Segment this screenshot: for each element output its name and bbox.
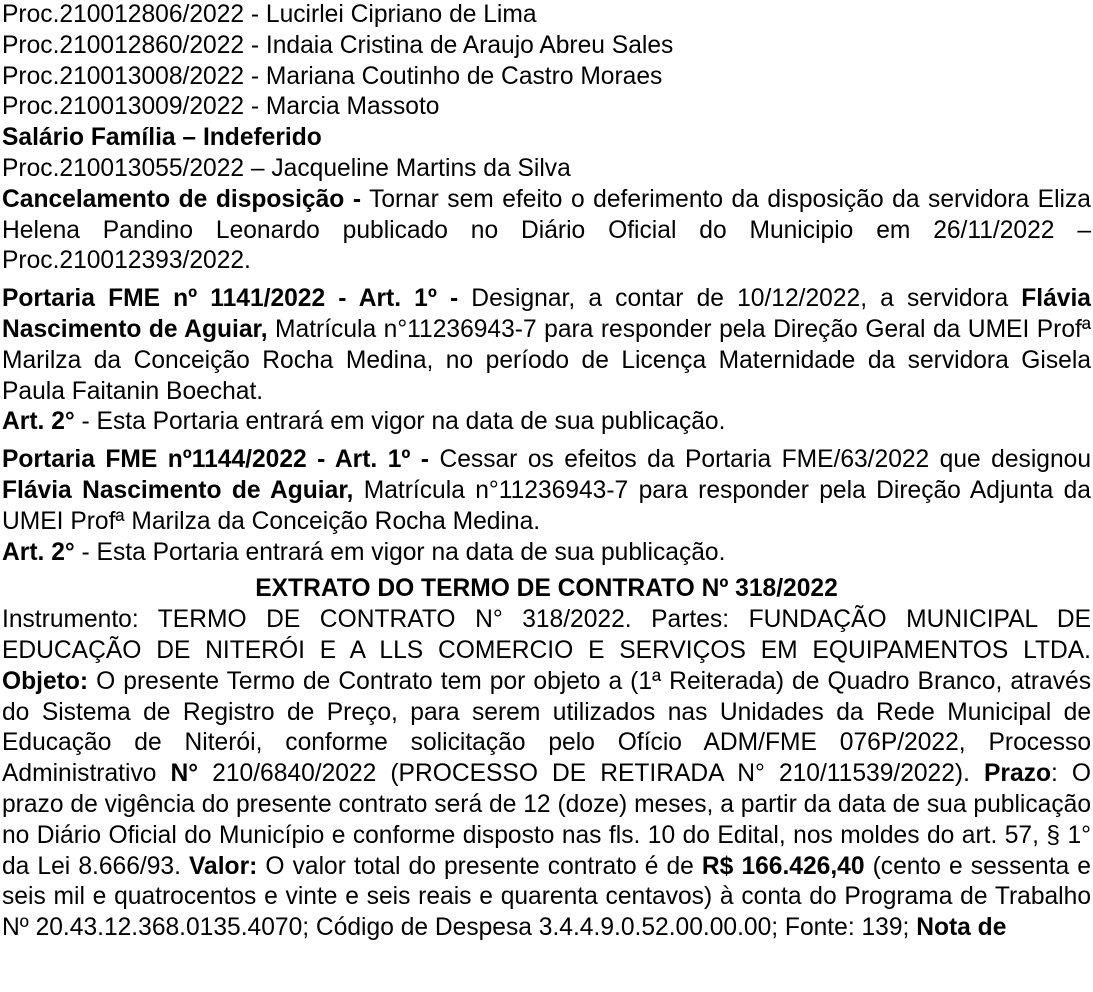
portaria-1144-name: Flávia Nascimento de Aguiar, bbox=[2, 476, 354, 504]
cancelamento-paragraph bbox=[2, 185, 1091, 277]
extrato-text-1: Instrumento: TERMO DE CONTRATO N° 318/2022. Partes: FUNDAÇÃO MUNICIPAL DE EDUCAÇÃO DE NITERÓI E A LLS COMERCIO E SERVIÇOS EM EQUIPAMENTOS LTDA. bbox=[2, 606, 1091, 664]
portaria-1144-label: Portaria FME nº1144/2022 - Art. 1º - bbox=[2, 446, 430, 474]
art2-label: Art. 2° bbox=[2, 408, 75, 436]
portaria-1141-text-1: Designar, a contar de 10/12/2022, a servidora bbox=[458, 285, 1022, 313]
portaria-1141-label: Portaria FME nº 1141/2022 - Art. 1º - bbox=[2, 285, 459, 313]
portaria-1144-text-1: Cessar os efeitos da Portaria FME/63/2022 que designou bbox=[429, 446, 1092, 474]
portaria-1144-art2 bbox=[2, 538, 1091, 569]
valor-amount: R$ 166.426,40 bbox=[701, 852, 865, 880]
extrato-title: EXTRATO DO TERMO DE CONTRATO Nº 318/2022 bbox=[255, 575, 838, 603]
extrato-paragraph bbox=[2, 605, 1091, 944]
list-item: Proc.210013055/2022 – Jacqueline Martins da Silva bbox=[2, 154, 571, 182]
nota-label: Nota de bbox=[916, 914, 1007, 942]
list-item: Proc.210013008/2022 - Mariana Coutinho de Castro Moraes bbox=[2, 62, 663, 90]
extrato-text-4: : O prazo de vigência do presente contrato será de 12 (doze) meses, a partir da data de sua publicação no Diário Oficial do Município e conforme disposto nas fls. 10 do Edital, nos moldes do art. 57, § 1° da Lei 8.666/93. bbox=[2, 760, 1092, 880]
portaria-1144-text-2: Matrícula n°11236943-7 para responder pela Direção Adjunta da UMEI Profª Marilza da Conceição Rocha Medina. bbox=[2, 476, 1091, 535]
list-item: Proc.210012860/2022 - Indaia Cristina de Araujo Abreu Sales bbox=[2, 31, 674, 59]
art2-text: - Esta Portaria entrará em vigor na data de sua publicação. bbox=[74, 538, 726, 566]
objeto-label: Objeto: bbox=[2, 667, 89, 695]
section-heading-salario: Salário Família – Indeferido bbox=[2, 124, 322, 152]
portaria-1144-paragraph bbox=[2, 445, 1091, 537]
prazo-label: Prazo bbox=[984, 760, 1051, 788]
portaria-1141-art2 bbox=[2, 407, 1091, 438]
cancelamento-label: Cancelamento de disposição - bbox=[2, 185, 362, 213]
portaria-1141-text-2: Matrícula n°11236943-7 para responder pela Direção Geral da UMEI Profª Marilza da Conceição Rocha Medina, no período de Licença Maternidade da servidora Gisela Paula Faitanin Boechat. bbox=[2, 315, 1091, 405]
portaria-1141-name: Flávia Nascimento de Aguiar, bbox=[2, 285, 1091, 343]
art2-label: Art. 2° bbox=[2, 538, 75, 566]
extrato-text-3: 210/6840/2022 (PROCESSO DE RETIRADA N° 210/11539/2022). bbox=[198, 760, 984, 788]
art2-text: - Esta Portaria entrará em vigor na data de sua publicação. bbox=[74, 408, 726, 436]
extrato-text-2: O presente Termo de Contrato tem por objeto a (1ª Reiterada) de Quadro Branco, através do Sistema de Registro de Preço, para serem utilizados nas Unidades da Rede Municipal de Educação de Niterói, conforme solicitação pelo Ofício ADM/FME 076P/2022, Processo Administrativo bbox=[2, 667, 1091, 788]
numero-label: N° bbox=[170, 760, 199, 788]
extrato-text-6: (cento e sessenta e seis mil e quatrocentos e vinte e seis reais e quarenta centavos) à conta do Programa de Trabalho Nº 20.43.12.368.0135.4070; Código de Despesa 3.4.4.9.0.52.00.00.00; Fonte: 139; bbox=[2, 852, 1091, 942]
extrato-text-5: O valor total do presente contrato é de bbox=[257, 852, 702, 880]
valor-label: Valor: bbox=[188, 852, 258, 880]
cancelamento-text: Tornar sem efeito o deferimento da disposição da servidora Eliza Helena Pandino Leonardo publicado no Diário Oficial do Municipio em 26/11/2022 – Proc.210012393/2022. bbox=[2, 185, 1091, 275]
portaria-1141-paragraph bbox=[2, 284, 1091, 407]
list-item: Proc.210013009/2022 - Marcia Massoto bbox=[2, 93, 440, 121]
list-item: Proc.210012806/2022 - Lucirlei Cipriano de Lima bbox=[2, 1, 537, 28]
